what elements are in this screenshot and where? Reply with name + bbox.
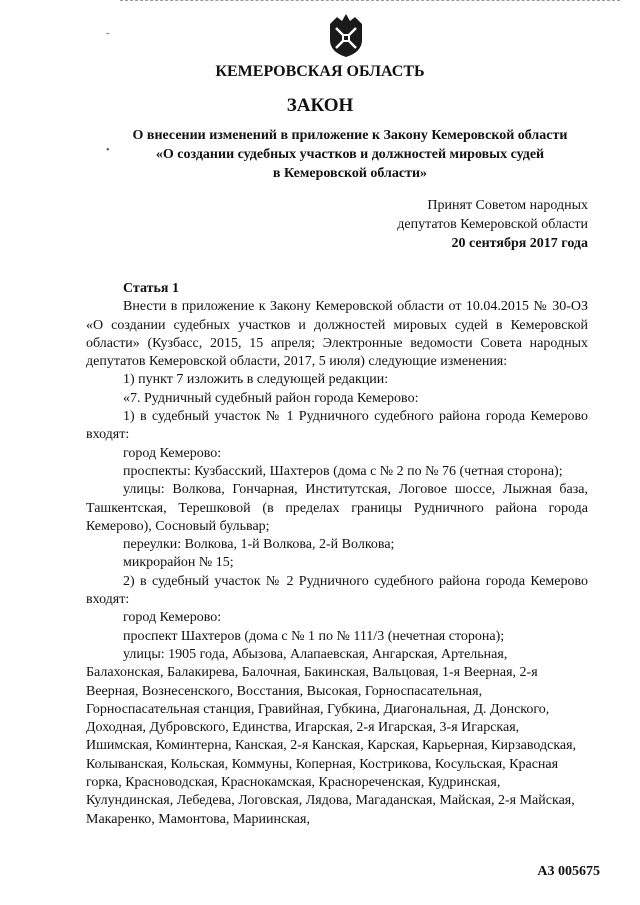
adoption-line: Принят Советом народных bbox=[427, 198, 588, 213]
document-type: ЗАКОН bbox=[286, 95, 354, 116]
region-title: КЕМЕРОВСКАЯ ОБЛАСТЬ bbox=[215, 63, 425, 80]
paragraph: «7. Рудничный судебный район города Кемерово: bbox=[123, 390, 419, 406]
subtitle-line: «О создании судебных участков и должностей мировых судей bbox=[155, 147, 545, 162]
document-serial-code: А3 005675 bbox=[537, 864, 600, 879]
scan-mark: • bbox=[106, 145, 110, 156]
subtitle-line: в Кемеровской области» bbox=[272, 166, 428, 181]
paragraph: переулки: Волкова, 1-й Волкова, 2-й Волкова; bbox=[123, 537, 395, 553]
paragraph: микрорайон № 15; bbox=[123, 555, 234, 571]
adoption-block bbox=[397, 196, 588, 253]
scan-mark: - bbox=[106, 28, 110, 39]
paragraph: город Кемерово: bbox=[123, 610, 222, 626]
paragraph: Внести в приложение к Закону Кемеровской области от 10.04.2015 № 30-ОЗ «О создании судебных участков и должностей мировых судей в Кемеровской области» (Кузбасс, 2015, 15 апреля; Электронные ведомости Совета народных депутатов Кемеровской области, 2017, 5 июля) следующие изменения: bbox=[86, 299, 588, 370]
coat-of-arms-icon bbox=[326, 12, 366, 58]
paragraph: проспект Шахтеров (дома с № 1 по № 111/3 (нечетная сторона); bbox=[123, 628, 505, 644]
paragraph: улицы: Волкова, Гончарная, Институтская, Логовое шоссе, Лыжная база, Ташкентская, Терешковой (в пределах границы Рудничного района города Кемерово), Сосновый бульвар; bbox=[86, 482, 588, 534]
law-subtitle bbox=[90, 126, 610, 183]
paragraph: 1) в судебный участок № 1 Рудничного судебного района города Кемерово входят: bbox=[86, 409, 588, 443]
paragraph: 1) пункт 7 изложить в следующей редакции: bbox=[123, 372, 389, 388]
paragraph: город Кемерово: bbox=[123, 445, 222, 461]
paragraph: улицы: 1905 года, Абызова, Алапаевская, Ангарская, Артельная, Балахонская, Балакирева, Балочная, Бакинская, Вальцовая, 1-я Веерная, 2-я Веерная, Вознесенского, Восстания, Высокая, Горноспасательная, Горноспасательная станция, Гравийная, Губкина, Диагональная, Д. Донского, Доходная, Дубровского, Единства, Игарская, 2-я Игарская, 3-я Игарская, Ишимская, Коминтерна, Канская, 2-я Канская, Карская, Карьерная, Кирзаводская, Колыванская, Кольская, Коммуны, Коперная, Кострикова, Косульская, Красная горка, Красноводская, Краснокамская, Краснореченская, Кудринская, Кулундинская, Лебедева, Логовская, Лядова, Магаданская, Майская, 2-я Майская, Макаренко, Мамонтова, Мариинская, bbox=[86, 646, 577, 827]
article-body bbox=[86, 280, 588, 829]
subtitle-line: О внесении изменений в приложение к Закону Кемеровской области bbox=[132, 128, 568, 143]
paragraph: проспекты: Кузбасский, Шахтеров (дома с № 2 по № 76 (четная сторона); bbox=[123, 463, 563, 479]
paragraph: 2) в судебный участок № 2 Рудничного судебного района города Кемерово входят: bbox=[86, 573, 588, 608]
adoption-date: 20 сентября 2017 года bbox=[451, 236, 588, 251]
scan-top-edge bbox=[120, 0, 620, 1]
article-title: Статья 1 bbox=[123, 281, 179, 296]
adoption-line: депутатов Кемеровской области bbox=[397, 217, 588, 232]
